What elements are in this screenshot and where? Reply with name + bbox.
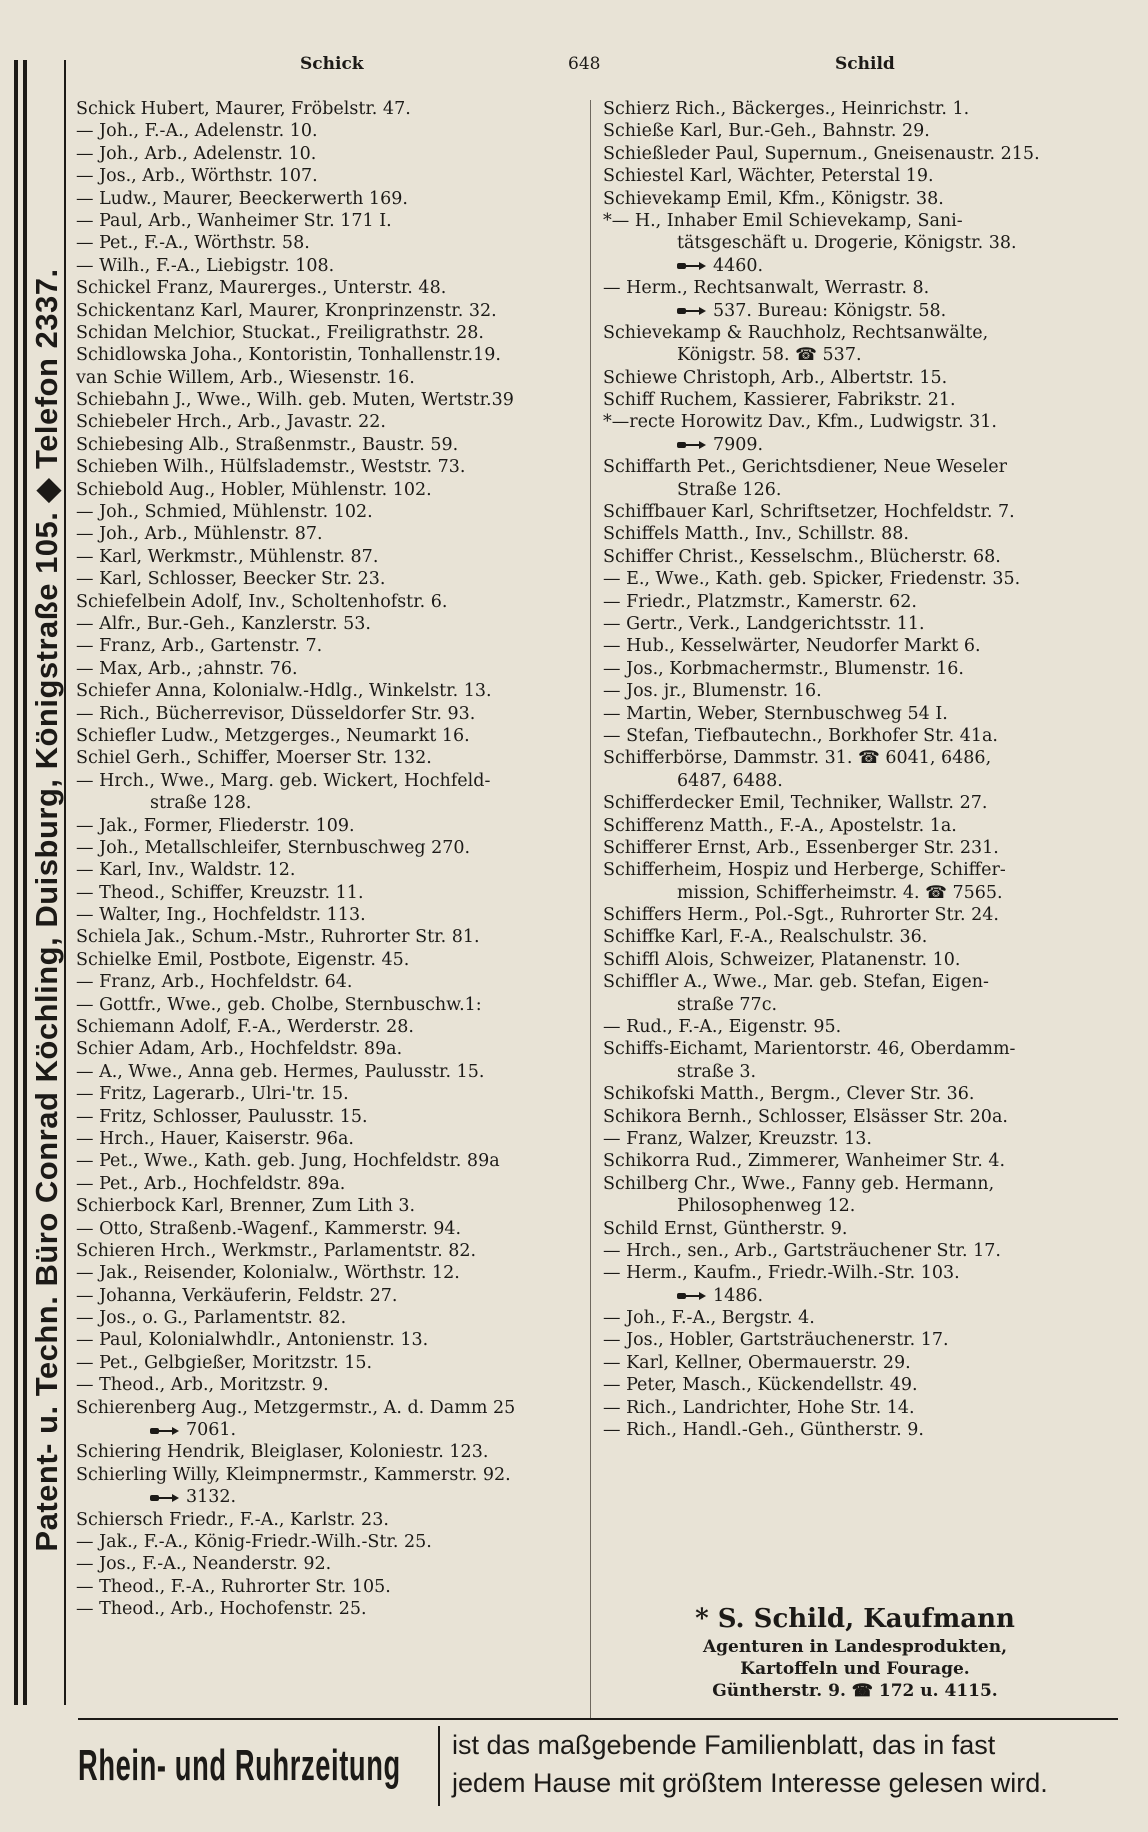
entry-text: — Ludw., Maurer, Beeckerwerth 169. — [76, 188, 408, 209]
entry-text: — Peter, Masch., Kückendellstr. 49. — [603, 1375, 918, 1396]
directory-entry — [76, 1374, 581, 1396]
directory-entry — [603, 1150, 1093, 1172]
directory-entry — [603, 143, 1093, 165]
right-column — [603, 98, 1093, 1441]
entry-text: Schierbock Karl, Brenner, Zum Lith 3. — [76, 1196, 416, 1217]
directory-entry — [603, 1374, 1093, 1396]
directory-entry — [76, 1016, 581, 1038]
directory-entry — [603, 635, 1093, 657]
entry-text: Schierenberg Aug., Metzgermstr., A. d. Damm 25 — [76, 1397, 516, 1418]
entry-text: Straße 126. — [677, 479, 782, 500]
directory-entry — [603, 680, 1093, 702]
entry-text: tätsgeschäft u. Drogerie, Königstr. 38. — [677, 233, 1017, 254]
entry-text: Schiel Gerh., Schiffer, Moerser Str. 132. — [76, 748, 432, 769]
telephone-icon — [677, 261, 707, 271]
entry-text: Schickentanz Karl, Maurer, Kronprinzenstr. 32. — [76, 300, 497, 321]
directory-entry — [76, 1397, 581, 1419]
column-divider — [590, 100, 591, 1720]
entry-text: Schiewe Christoph, Arb., Albertstr. 15. — [603, 367, 948, 388]
entry-text: Schikora Bernh., Schlosser, Elsässer Str. 20a. — [603, 1106, 1008, 1127]
entry-text: Schiering Hendrik, Bleiglaser, Koloniestr. 123. — [76, 1442, 489, 1463]
directory-entry — [76, 367, 581, 389]
entry-text: Schieren Hrch., Werkmstr., Parlamentstr. 82. — [76, 1240, 477, 1261]
directory-entry — [603, 546, 1093, 568]
entry-text: — Jos. jr., Blumenstr. 16. — [603, 681, 822, 702]
directory-entry — [76, 815, 581, 837]
entry-text: — Franz, Walzer, Kreuzstr. 13. — [603, 1128, 872, 1149]
entry-text: Schiffke Karl, F.-A., Realschulstr. 36. — [603, 927, 928, 948]
directory-entry — [76, 546, 581, 568]
entry-text: Schick Hubert, Maurer, Fröbelstr. 47. — [76, 99, 411, 119]
entry-text: — Wilh., F.-A., Liebigstr. 108. — [76, 255, 335, 276]
directory-entry — [76, 322, 581, 344]
entry-text: Schickel Franz, Maurerges., Unterstr. 48. — [76, 278, 447, 299]
entry-text: — A., Wwe., Anna geb. Hermes, Paulusstr. 15. — [76, 1061, 485, 1082]
newspaper-slogan — [438, 1726, 1148, 1806]
entry-text: — Jos., o. G., Parlamentstr. 82. — [76, 1308, 347, 1329]
entry-text: — Herm., Rechtsanwalt, Werrastr. 8. — [603, 278, 930, 299]
telephone-icon — [677, 440, 707, 450]
directory-entry — [76, 1128, 581, 1150]
entry-text: — Alfr., Bur.-Geh., Kanzlerstr. 53. — [76, 613, 371, 634]
sidebar-rule — [14, 60, 18, 1705]
directory-entry — [76, 994, 581, 1016]
directory-entry — [76, 680, 581, 702]
directory-entry — [603, 434, 1093, 456]
directory-entry — [76, 859, 581, 881]
directory-entry — [76, 1553, 581, 1575]
directory-entry — [76, 635, 581, 657]
entry-text: straße 128. — [150, 793, 252, 814]
directory-entry — [76, 232, 581, 254]
entry-text: — Friedr., Platzmstr., Kamerstr. 62. — [603, 591, 917, 612]
entry-text: Schifferenz Matth., F.-A., Apostelstr. 1a. — [603, 815, 957, 836]
directory-entry — [603, 367, 1093, 389]
directory-entry — [76, 1285, 581, 1307]
directory-entry — [603, 882, 1093, 904]
entry-text: Schidan Melchior, Stuckat., Freiligrathstr. 28. — [76, 322, 484, 343]
entry-text: — Hrch., Hauer, Kaiserstr. 96a. — [76, 1128, 354, 1149]
directory-entry — [76, 523, 581, 545]
entry-text: 3132. — [186, 1487, 237, 1508]
directory-entry — [76, 1464, 581, 1486]
entry-text: Schiffers Herm., Pol.-Sgt., Ruhrorter Str. 24. — [603, 905, 999, 926]
directory-entry — [76, 1509, 581, 1531]
sidebar-rule — [23, 60, 27, 1705]
entry-text: Schierz Rich., Bäckerges., Heinrichstr. 1. — [603, 99, 970, 119]
directory-entry — [76, 792, 581, 814]
entry-text: Schiffer Christ., Kesselschm., Blücherstr. 68. — [603, 546, 1001, 567]
entry-text: — Joh., F.-A., Adelenstr. 10. — [76, 121, 318, 142]
entry-text: — Jak., F.-A., König-Friedr.-Wilh.-Str. 25. — [76, 1532, 432, 1552]
entry-text: — Johanna, Verkäuferin, Feldstr. 27. — [76, 1285, 398, 1306]
directory-entry — [603, 859, 1093, 881]
directory-entry — [76, 882, 581, 904]
directory-entry — [76, 255, 581, 277]
entry-text: Schiffarth Pet., Gerichtsdiener, Neue Weseler — [603, 457, 1007, 478]
directory-entry — [603, 591, 1093, 613]
directory-entry — [603, 1262, 1093, 1284]
directory-entry — [603, 1038, 1093, 1060]
entry-text: Schifferheim, Hospiz und Herberge, Schiffer- — [603, 860, 1006, 881]
directory-entry — [76, 613, 581, 635]
directory-entry — [603, 1307, 1093, 1329]
directory-entry — [603, 1329, 1093, 1351]
directory-entry — [76, 1419, 581, 1441]
entry-text: Schifferer Ernst, Arb., Essenberger Str. 231. — [603, 837, 999, 858]
entry-text: *—recte Horowitz Dav., Kfm., Ludwigstr. 31. — [603, 412, 997, 433]
telephone-icon — [677, 1291, 707, 1301]
entry-text: Schild Ernst, Güntherstr. 9. — [603, 1218, 848, 1239]
entry-text: — Fritz, Lagerarb., Ulri-'tr. 15. — [76, 1084, 349, 1105]
directory-entry — [603, 1061, 1093, 1083]
directory-entry — [76, 1240, 581, 1262]
entry-text: Schiff Ruchem, Kassierer, Fabrikstr. 21. — [603, 390, 956, 411]
directory-entry — [603, 971, 1093, 993]
directory-entry — [603, 837, 1093, 859]
directory-entry — [76, 1038, 581, 1060]
entry-text: 4460. — [713, 255, 764, 276]
directory-entry — [76, 837, 581, 859]
directory-entry — [603, 501, 1093, 523]
directory-entry — [603, 1016, 1093, 1038]
directory-entry — [76, 725, 581, 747]
entry-text: — Martin, Weber, Sternbuschweg 54 I. — [603, 703, 948, 724]
entry-text: Schiebold Aug., Hobler, Mühlenstr. 102. — [76, 479, 432, 500]
directory-entry — [603, 815, 1093, 837]
entry-text: mission, Schifferheimstr. 4. ☎ 7565. — [677, 882, 1003, 903]
slogan-line: ist das maßgebende Familienblatt, das in fast — [452, 1730, 996, 1760]
directory-entry — [603, 792, 1093, 814]
entry-text: Philosophenweg 12. — [677, 1196, 856, 1217]
entry-text: Schievekamp Emil, Kfm., Königstr. 38. — [603, 188, 944, 209]
slogan-line: jedem Hause mit größtem Interesse gelesen wird. — [452, 1768, 1048, 1798]
entry-text: — Jos., Korbmachermstr., Blumenstr. 16. — [603, 658, 964, 679]
directory-entry — [603, 120, 1093, 142]
entry-text: — Jos., Hobler, Gartsträuchenerstr. 17. — [603, 1330, 949, 1351]
directory-entry — [76, 591, 581, 613]
entry-text: Schievekamp & Rauchholz, Rechtsanwälte, — [603, 322, 989, 343]
directory-entry — [76, 1173, 581, 1195]
directory-entry — [76, 1307, 581, 1329]
directory-entry — [76, 143, 581, 165]
directory-entry — [603, 926, 1093, 948]
entry-text: — Fritz, Schlosser, Paulusstr. 15. — [76, 1106, 368, 1127]
entry-text: 1486. — [713, 1285, 764, 1306]
directory-entry — [76, 1195, 581, 1217]
directory-entry — [603, 904, 1093, 926]
directory-entry — [603, 1218, 1093, 1240]
advertisement — [610, 1602, 1100, 1717]
entry-text: Schiebeler Hrch., Arb., Javastr. 22. — [76, 412, 386, 433]
directory-entry — [76, 904, 581, 926]
directory-entry — [603, 725, 1093, 747]
entry-text: Schikorra Rud., Zimmerer, Wanheimer Str. 4. — [603, 1151, 1006, 1172]
directory-entry — [76, 1262, 581, 1284]
entry-text: — Franz, Arb., Gartenstr. 7. — [76, 636, 323, 657]
entry-text: — Otto, Straßenb.-Wagenf., Kammerstr. 94. — [76, 1218, 462, 1239]
entry-text: — Paul, Arb., Wanheimer Str. 171 I. — [76, 210, 392, 231]
directory-entry — [76, 434, 581, 456]
directory-entry — [76, 1083, 581, 1105]
telephone-icon — [150, 1493, 180, 1503]
entry-text: straße 77c. — [677, 994, 778, 1015]
directory-entry — [603, 232, 1093, 254]
entry-text: *— H., Inhaber Emil Schievekamp, Sani- — [603, 210, 963, 231]
entry-text: — Rud., F.-A., Eigenstr. 95. — [603, 1017, 842, 1038]
directory-entry — [603, 1352, 1093, 1374]
directory-entry — [76, 1218, 581, 1240]
ad-title: * S. Schild, Kaufmann — [695, 1604, 1015, 1634]
directory-entry — [76, 568, 581, 590]
directory-entry — [603, 322, 1093, 344]
entry-text: 6487, 6488. — [677, 770, 783, 791]
directory-entry — [603, 1419, 1093, 1441]
directory-entry — [603, 1285, 1093, 1307]
directory-entry — [76, 1598, 581, 1620]
directory-entry — [76, 926, 581, 948]
directory-entry — [76, 1576, 581, 1598]
entry-text: — Rich., Landrichter, Hohe Str. 14. — [603, 1397, 915, 1418]
entry-text: — Theod., Arb., Moritzstr. 9. — [76, 1375, 329, 1396]
entry-text: Schiestel Karl, Wächter, Peterstal 19. — [603, 166, 934, 187]
entry-text: — Pet., Gelbgießer, Moritzstr. 15. — [76, 1352, 373, 1373]
directory-entry — [76, 120, 581, 142]
telephone-icon — [677, 306, 707, 316]
entry-text: — Walter, Ing., Hochfeldstr. 113. — [76, 905, 366, 926]
entry-text: — Karl, Inv., Waldstr. 12. — [76, 860, 296, 881]
entry-text: — Paul, Kolonialwhdlr., Antonienstr. 13. — [76, 1330, 429, 1351]
right-running-head: Schild — [835, 54, 895, 74]
directory-entry — [76, 658, 581, 680]
sidebar-text-box — [29, 120, 64, 1700]
directory-entry — [603, 770, 1093, 792]
directory-entry — [76, 1150, 581, 1172]
entry-text: — Jos., Arb., Wörthstr. 107. — [76, 166, 318, 187]
directory-entry — [603, 1240, 1093, 1262]
entry-text: — Herm., Kaufm., Friedr.-Wilh.-Str. 103. — [603, 1263, 960, 1284]
ad-line: Güntherstr. 9. ☎ 172 u. 4115. — [712, 1681, 998, 1701]
directory-entry — [603, 165, 1093, 187]
entry-text: Schier Adam, Arb., Hochfeldstr. 89a. — [76, 1039, 403, 1060]
entry-text: — Theod., F.-A., Ruhrorter Str. 105. — [76, 1576, 391, 1597]
entry-text: Schiffbauer Karl, Schriftsetzer, Hochfeldstr. 7. — [603, 502, 1015, 523]
ad-line: Kartoffeln und Fourage. — [740, 1659, 970, 1679]
entry-text: — Karl, Werkmstr., Mühlenstr. 87. — [76, 546, 379, 567]
directory-entry — [603, 210, 1093, 232]
entry-text: — Karl, Kellner, Obermauerstr. 29. — [603, 1352, 911, 1373]
directory-entry — [603, 747, 1093, 769]
directory-entry — [603, 1128, 1093, 1150]
entry-text: — Joh., Arb., Adelenstr. 10. — [76, 143, 317, 164]
directory-entry — [603, 277, 1093, 299]
entry-text: — E., Wwe., Kath. geb. Spicker, Friedenstr. 35. — [603, 569, 1021, 590]
directory-entry — [76, 770, 581, 792]
entry-text: — Hrch., sen., Arb., Gartsträuchener Str. 17. — [603, 1240, 1001, 1261]
entry-text: Königstr. 58. ☎ 537. — [677, 345, 862, 366]
directory-entry — [76, 411, 581, 433]
directory-entry — [76, 949, 581, 971]
entry-text: van Schie Willem, Arb., Wiesenstr. 16. — [76, 367, 415, 388]
entry-text: — Theod., Arb., Hochofenstr. 25. — [76, 1599, 367, 1620]
entry-text: Schiefelbein Adolf, Inv., Scholtenhofstr. 6. — [76, 591, 448, 612]
entry-text: — Rich., Handl.-Geh., Güntherstr. 9. — [603, 1420, 924, 1441]
entry-text: Schikofski Matth., Bergm., Clever Str. 36. — [603, 1084, 975, 1105]
entry-text: — Joh., F.-A., Bergstr. 4. — [603, 1308, 815, 1329]
directory-entry — [76, 747, 581, 769]
entry-text: Schiffl Alois, Schweizer, Platanenstr. 10. — [603, 949, 961, 970]
entry-text: Schiffs-Eichamt, Marientorstr. 46, Oberdamm- — [603, 1039, 1016, 1060]
directory-entry — [603, 949, 1093, 971]
directory-entry — [76, 1486, 581, 1508]
entry-text: — Rich., Bücherrevisor, Düsseldorfer Str. 93. — [76, 703, 476, 724]
directory-entry — [603, 613, 1093, 635]
entry-text: — Gertr., Verk., Landgerichtsstr. 11. — [603, 613, 925, 634]
directory-entry — [603, 456, 1093, 478]
entry-text: Schielke Emil, Postbote, Eigenstr. 45. — [76, 949, 410, 970]
entry-text: — Stefan, Tiefbautechn., Borkhofer Str. 41a. — [603, 725, 998, 746]
directory-entry — [76, 1352, 581, 1374]
entry-text: Schiffler A., Wwe., Mar. geb. Stefan, Eigen- — [603, 972, 989, 993]
directory-entry — [603, 1195, 1093, 1217]
page-header — [70, 54, 1140, 84]
directory-entry — [603, 344, 1093, 366]
directory-entry — [76, 210, 581, 232]
directory-entry — [603, 479, 1093, 501]
entry-text: Schifferdecker Emil, Techniker, Wallstr. 27. — [603, 793, 988, 814]
directory-entry — [603, 389, 1093, 411]
entry-text: Schießleder Paul, Supernum., Gneisenaustr. 215. — [603, 143, 1040, 164]
directory-entry — [76, 1441, 581, 1463]
entry-text: — Pet., F.-A., Wörthstr. 58. — [76, 233, 310, 254]
directory-entry — [76, 344, 581, 366]
directory-entry — [603, 98, 1093, 120]
directory-entry — [76, 1061, 581, 1083]
entry-text: — Jak., Former, Fliederstr. 109. — [76, 815, 355, 836]
entry-text: Schidlowska Joha., Kontoristin, Tonhallenstr.19. — [76, 345, 501, 366]
entry-text: — Theod., Schiffer, Kreuzstr. 11. — [76, 882, 364, 903]
directory-entry — [603, 994, 1093, 1016]
directory-entry — [603, 658, 1093, 680]
entry-text: Schiersch Friedr., F.-A., Karlstr. 23. — [76, 1509, 389, 1530]
directory-entry — [603, 411, 1093, 433]
entry-text: — Joh., Schmied, Mühlenstr. 102. — [76, 502, 373, 523]
entry-text: — Jos., F.-A., Neanderstr. 92. — [76, 1554, 332, 1575]
directory-entry — [603, 1106, 1093, 1128]
entry-text: — Karl, Schlosser, Beecker Str. 23. — [76, 569, 386, 590]
directory-entry — [76, 971, 581, 993]
left-running-head: Schick — [300, 54, 364, 74]
entry-text: — Hrch., Wwe., Marg. geb. Wickert, Hochfeld- — [76, 770, 491, 791]
entry-text: — Joh., Metallschleifer, Sternbuschweg 270. — [76, 837, 471, 858]
directory-entry — [603, 1083, 1093, 1105]
directory-entry — [76, 277, 581, 299]
entry-text: Schiebesing Alb., Straßenmstr., Baustr. 59. — [76, 434, 459, 455]
directory-entry — [76, 165, 581, 187]
directory-entry — [603, 1397, 1093, 1419]
directory-entry — [603, 1173, 1093, 1195]
entry-text: — Joh., Arb., Mühlenstr. 87. — [76, 524, 323, 545]
directory-entry — [76, 1329, 581, 1351]
entry-text: Schieben Wilh., Hülfslademstr., Weststr. 73. — [76, 457, 466, 478]
page-number: 648 — [568, 54, 601, 74]
entry-text: Schierling Willy, Kleimpnermstr., Kammerstr. 92. — [76, 1464, 511, 1485]
entry-text: Schifferbörse, Dammstr. 31. ☎ 6041, 6486, — [603, 748, 992, 769]
entry-text: straße 3. — [677, 1061, 757, 1082]
newspaper-name: Rhein- und Ruhrzeitung — [78, 1741, 401, 1790]
directory-entry — [603, 568, 1093, 590]
entry-text: — Pet., Wwe., Kath. geb. Jung, Hochfeldstr. 89a — [76, 1151, 500, 1172]
directory-entry — [603, 300, 1093, 322]
entry-text: 7061. — [186, 1420, 237, 1441]
directory-entry — [603, 255, 1093, 277]
directory-entry — [76, 389, 581, 411]
directory-entry — [603, 703, 1093, 725]
entry-text: — Gottfr., Wwe., geb. Cholbe, Sternbuschw.1: — [76, 994, 482, 1015]
sidebar-advert — [14, 60, 62, 1705]
sidebar-text: Patent- u. Techn. Büro Conrad Köchling, Duisburg, Königstraße 105. ◆ Telefon 2337. — [29, 268, 64, 1552]
directory-entry — [76, 501, 581, 523]
directory-entry — [76, 1531, 581, 1553]
directory-entry — [76, 300, 581, 322]
directory-entry — [76, 479, 581, 501]
directory-entry — [76, 98, 581, 120]
ad-line: Agenturen in Landesprodukten, — [702, 1637, 1007, 1657]
directory-entry — [603, 188, 1093, 210]
entry-text: Schiefler Ludw., Metzgerges., Neumarkt 16. — [76, 725, 470, 746]
directory-entry — [76, 1106, 581, 1128]
entry-text: 7909. — [713, 434, 764, 455]
directory-entry — [76, 456, 581, 478]
directory-entry — [76, 188, 581, 210]
entry-text: — Franz, Arb., Hochfeldstr. 64. — [76, 972, 353, 993]
entry-text: — Hub., Kesselwärter, Neudorfer Markt 6. — [603, 636, 981, 657]
entry-text: 537. Bureau: Königstr. 58. — [713, 300, 947, 321]
entry-text: — Pet., Arb., Hochfeldstr. 89a. — [76, 1173, 346, 1194]
directory-entry — [76, 703, 581, 725]
directory-entry — [603, 523, 1093, 545]
entry-text: Schiffels Matth., Inv., Schillstr. 88. — [603, 524, 909, 545]
entry-text: — Max, Arb., ;ahnstr. 76. — [76, 658, 298, 679]
entry-text: Schilberg Chr., Wwe., Fanny geb. Hermann, — [603, 1173, 995, 1194]
entry-text: Schieße Karl, Bur.-Geh., Bahnstr. 29. — [603, 121, 930, 142]
entry-text: Schiela Jak., Schum.-Mstr., Ruhrorter Str. 81. — [76, 927, 480, 948]
entry-text: Schiemann Adolf, F.-A., Werderstr. 28. — [76, 1017, 414, 1038]
left-column — [76, 98, 581, 1621]
footer-advert — [78, 1718, 1118, 1810]
telephone-icon — [150, 1426, 180, 1436]
entry-text: Schiefer Anna, Kolonialw.-Hdlg., Winkelstr. 13. — [76, 681, 492, 702]
entry-text: Schiebahn J., Wwe., Wilh. geb. Muten, Wertstr.39 — [76, 390, 514, 411]
entry-text: — Jak., Reisender, Kolonialw., Wörthstr. 12. — [76, 1263, 460, 1284]
